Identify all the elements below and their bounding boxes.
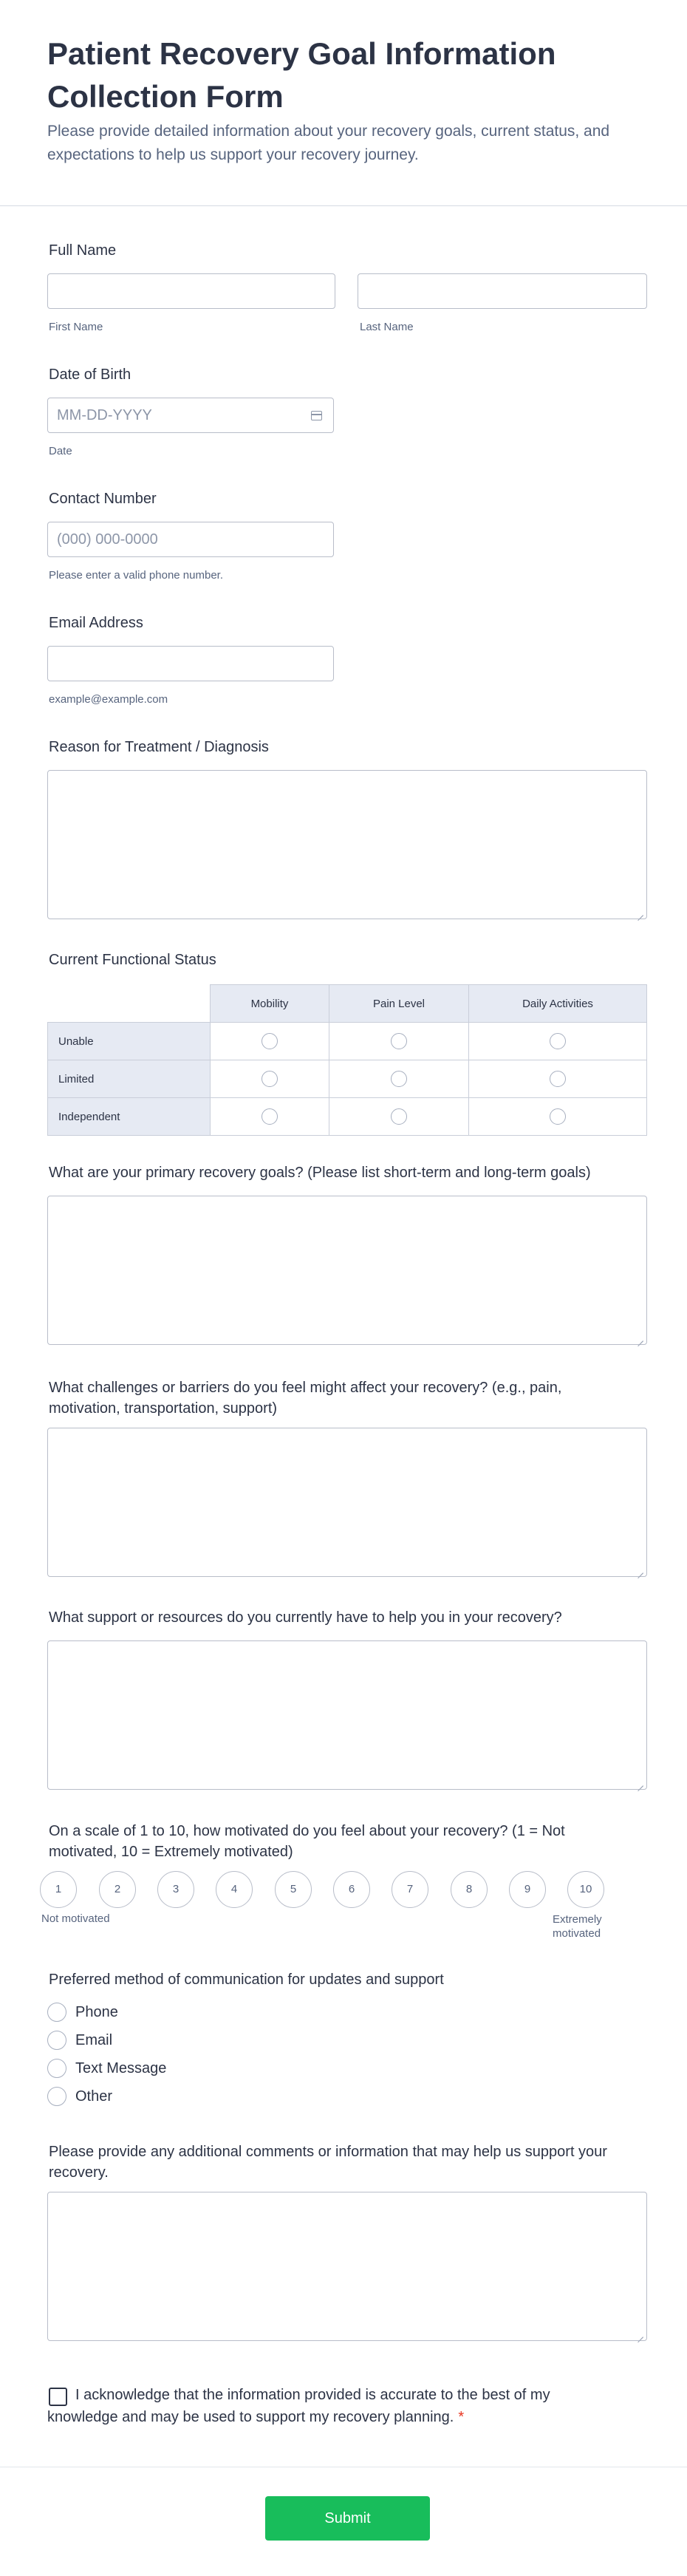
option-label: Other [75,2088,113,2105]
phone-sublabel: Please enter a valid phone number. [49,569,223,582]
acknowledge-label: I acknowledge that the information provided is accurate to the best of my knowledge and may be used to support my recovery planning. [47,2387,550,2425]
matrix-row-label: Independent [48,1098,211,1136]
form-description: Please provide detailed information about your recovery goals, current status, and expectations to help us support your recovery journey. [47,123,610,163]
matrix-corner [48,985,211,1023]
radio-button[interactable] [47,2059,66,2078]
communication-label: Preferred method of communication for updates and support [49,1972,444,1988]
scale-option-6[interactable]: 6 [333,1871,370,1908]
scale-option-8[interactable]: 8 [451,1871,488,1908]
matrix-radio[interactable] [262,1071,278,1087]
functional-status-label: Current Functional Status [49,952,216,968]
matrix-row-label: Limited [48,1060,211,1098]
submit-button[interactable]: Submit [265,2496,430,2541]
form-header [0,0,687,206]
motivation-label: On a scale of 1 to 10, how motivated do you feel about your recovery? (1 = Not motivated, 10 = Extremely motivated) [49,1823,565,1860]
matrix-column-header: Mobility [211,985,329,1023]
resize-handle-icon[interactable] [636,1334,643,1341]
resize-handle-icon[interactable] [636,2330,643,2337]
diagnosis-textarea[interactable] [47,770,647,919]
radio-button[interactable] [47,2087,66,2106]
scale-option-4[interactable]: 4 [216,1871,253,1908]
matrix-radio[interactable] [262,1033,278,1049]
scale-option-5[interactable]: 5 [275,1871,312,1908]
email-input[interactable] [47,646,334,681]
matrix-radio[interactable] [262,1108,278,1125]
support-textarea[interactable] [47,1640,647,1790]
matrix-radio[interactable] [550,1033,566,1049]
resize-handle-icon[interactable] [636,1566,643,1573]
last-name-input[interactable] [358,273,647,309]
scale-max-label: Extremely motivated [553,1913,602,1940]
scale-option-9[interactable]: 9 [509,1871,546,1908]
matrix-column-header: Pain Level [329,985,469,1023]
challenges-label: What challenges or barriers do you feel might affect your recovery? (e.g., pain, motivation, transportation, support) [49,1380,562,1417]
goals-textarea[interactable] [47,1196,647,1345]
radio-button[interactable] [47,2031,66,2050]
matrix-row [48,1098,647,1136]
dob-label: Date of Birth [49,367,131,383]
matrix-radio[interactable] [550,1108,566,1125]
scale-option-3[interactable]: 3 [157,1871,194,1908]
scale-option-1[interactable]: 1 [40,1871,77,1908]
challenges-textarea[interactable] [47,1428,647,1577]
radio-button[interactable] [47,2003,66,2022]
email-label: Email Address [49,615,143,631]
comments-textarea[interactable] [47,2192,647,2341]
resize-handle-icon[interactable] [636,1779,643,1786]
resize-handle-icon[interactable] [636,908,643,916]
functional-status-matrix [47,984,647,1136]
dob-sublabel: Date [49,445,72,457]
matrix-radio[interactable] [391,1108,407,1125]
matrix-column-header: Daily Activities [469,985,647,1023]
scale-option-7[interactable]: 7 [392,1871,428,1908]
support-label: What support or resources do you currently have to help you in your recovery? [49,1609,562,1626]
form-title: Patient Recovery Goal Information Collection Form [47,36,556,114]
comments-label: Please provide any additional comments or information that may help us support your recovery. [49,2144,607,2181]
matrix-radio[interactable] [550,1071,566,1087]
first-name-sublabel: First Name [49,321,103,333]
last-name-sublabel: Last Name [360,321,414,333]
matrix-row [48,1023,647,1060]
scale-min-label: Not motivated [41,1912,110,1925]
option-label: Email [75,2032,113,2048]
dob-input[interactable] [47,398,334,433]
matrix-radio[interactable] [391,1033,407,1049]
option-label: Text Message [75,2060,167,2076]
calendar-icon[interactable] [311,411,322,420]
acknowledge-text [47,2384,579,2428]
goals-label: What are your primary recovery goals? (Please list short-term and long-term goals) [49,1165,591,1181]
matrix-row-label: Unable [48,1023,211,1060]
option-label: Phone [75,2004,118,2020]
scale-option-10[interactable]: 10 [567,1871,604,1908]
full-name-label: Full Name [49,242,117,259]
matrix-row [48,1060,647,1098]
phone-input[interactable] [47,522,334,557]
email-sublabel: example@example.com [49,693,168,706]
phone-label: Contact Number [49,491,157,507]
scale-option-2[interactable]: 2 [99,1871,136,1908]
required-mark: * [458,2409,465,2425]
first-name-input[interactable] [47,273,335,309]
diagnosis-label: Reason for Treatment / Diagnosis [49,739,269,755]
matrix-radio[interactable] [391,1071,407,1087]
